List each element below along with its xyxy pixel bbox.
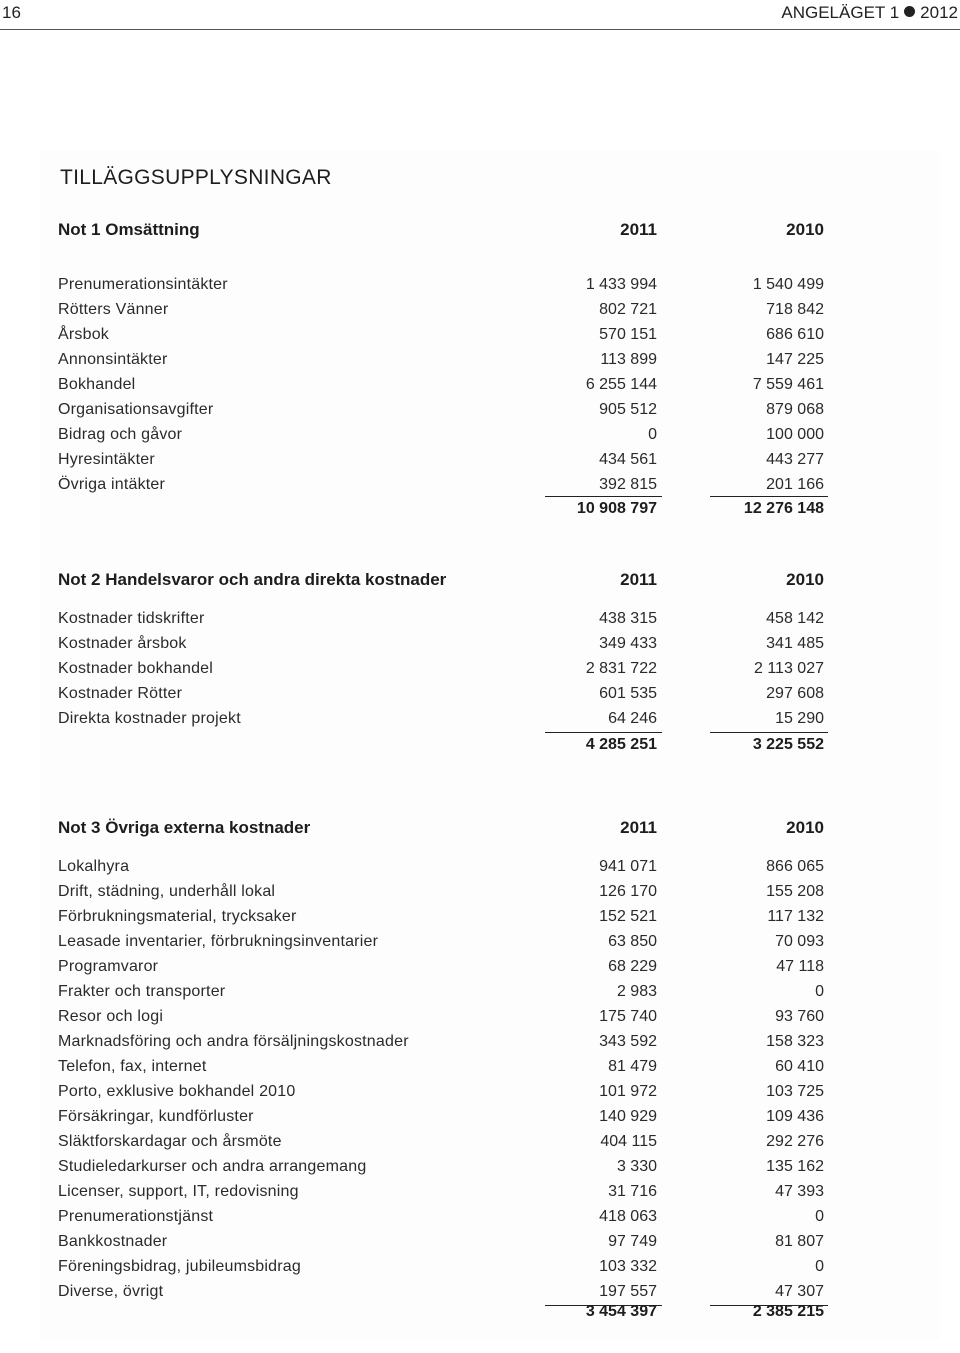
value-2010: 686 610 [766, 326, 824, 343]
table-row [0, 1233, 960, 1258]
value-2010: 0 [815, 1258, 824, 1275]
total-rule-2010 [710, 496, 828, 497]
row-label: Bidrag och gåvor [58, 426, 183, 443]
table-row [0, 635, 960, 660]
value-2010: 0 [815, 1208, 824, 1225]
row-label: Föreningsbidrag, jubileumsbidrag [58, 1258, 301, 1275]
note-title: Not 1 Omsättning [58, 220, 200, 239]
value-2010: 147 225 [766, 351, 824, 368]
row-label: Hyresintäkter [58, 451, 155, 468]
row-label: Bankkostnader [58, 1233, 168, 1250]
row-label: Licenser, support, IT, redovisning [58, 1183, 299, 1200]
value-2010: 135 162 [766, 1158, 824, 1175]
row-label: Släktforskardagar och årsmöte [58, 1133, 282, 1150]
note-header [0, 220, 960, 246]
row-label: Bokhandel [58, 376, 136, 393]
note-title: Not 2 Handelsvaror och andra direkta kostnader [58, 570, 447, 589]
note-rows [0, 610, 960, 735]
row-label: Leasade inventarier, förbrukningsinventarier [58, 933, 379, 950]
row-label: Annonsintäkter [58, 351, 168, 368]
value-2011: 31 716 [608, 1183, 657, 1200]
value-2011: 126 170 [599, 883, 657, 900]
note-rows [0, 276, 960, 501]
table-row [0, 1183, 960, 1208]
row-label: Förbrukningsmaterial, trycksaker [58, 908, 297, 925]
row-label: Organisationsavgifter [58, 401, 214, 418]
value-2011: 802 721 [599, 301, 657, 318]
value-2011: 175 740 [599, 1008, 657, 1025]
value-2010: 93 760 [775, 1008, 824, 1025]
value-2011: 1 433 994 [585, 276, 657, 293]
journal-title: ANGELÄGET 1 [781, 3, 900, 22]
table-row [0, 983, 960, 1008]
value-2011: 941 071 [599, 858, 657, 875]
total-rule-2010 [710, 732, 828, 733]
value-2010: 15 290 [775, 710, 824, 727]
table-row [0, 1258, 960, 1283]
value-2010: 109 436 [766, 1108, 824, 1125]
table-row [0, 376, 960, 401]
row-label: Marknadsföring och andra försäljningskostnader [58, 1033, 409, 1050]
total-2011: 4 285 251 [585, 736, 657, 753]
value-2010: 866 065 [766, 858, 824, 875]
table-row [0, 426, 960, 451]
section-title: TILLÄGGSUPPLYSNINGAR [60, 166, 332, 189]
journal-issue [781, 3, 958, 23]
total-row [0, 500, 960, 524]
value-2011: 3 330 [616, 1158, 657, 1175]
row-label: Kostnader tidskrifter [58, 610, 205, 627]
total-2010: 3 225 552 [752, 736, 824, 753]
total-rule-2011 [545, 732, 662, 733]
value-2010: 158 323 [766, 1033, 824, 1050]
table-row [0, 1033, 960, 1058]
total-2010: 12 276 148 [743, 500, 824, 517]
value-2011: 438 315 [599, 610, 657, 627]
total-rule-2011 [545, 496, 662, 497]
table-row [0, 351, 960, 376]
note-title: Not 3 Övriga externa kostnader [58, 818, 311, 837]
value-2011: 392 815 [599, 476, 657, 493]
value-2011: 152 521 [599, 908, 657, 925]
table-row [0, 883, 960, 908]
filled-circle-icon [904, 6, 915, 17]
row-label: Lokalhyra [58, 858, 130, 875]
value-2010: 47 118 [776, 958, 824, 975]
value-2011: 349 433 [599, 635, 657, 652]
total-row [0, 1303, 960, 1327]
row-label: Frakter och transporter [58, 983, 226, 1000]
row-label: Diverse, övrigt [58, 1283, 164, 1300]
total-2011: 3 454 397 [585, 1303, 657, 1320]
page-number: 16 [2, 3, 21, 22]
value-2010: 117 132 [767, 908, 824, 925]
table-row [0, 958, 960, 983]
value-2011: 434 561 [599, 451, 657, 468]
row-label: Årsbok [58, 326, 109, 343]
year-2011-header: 2011 [620, 818, 657, 837]
table-row [0, 451, 960, 476]
value-2011: 64 246 [608, 710, 657, 727]
value-2010: 155 208 [766, 883, 824, 900]
table-row [0, 610, 960, 635]
table-row [0, 401, 960, 426]
value-2011: 905 512 [599, 401, 657, 418]
value-2010: 47 307 [775, 1283, 824, 1300]
table-row [0, 1008, 960, 1033]
value-2011: 601 535 [599, 685, 657, 702]
row-label: Övriga intäkter [58, 476, 166, 493]
value-2011: 197 557 [599, 1283, 657, 1300]
value-2010: 47 393 [775, 1183, 824, 1200]
value-2010: 7 559 461 [752, 376, 824, 393]
row-label: Rötters Vänner [58, 301, 169, 318]
table-row [0, 660, 960, 685]
year-2011-header: 2011 [620, 220, 657, 239]
value-2011: 81 479 [608, 1058, 657, 1075]
value-2011: 140 929 [599, 1108, 657, 1125]
table-row [0, 1208, 960, 1233]
value-2010: 718 842 [766, 301, 824, 318]
table-row [0, 933, 960, 958]
year-2011-header: 2011 [620, 570, 657, 589]
value-2011: 68 229 [608, 958, 657, 975]
value-2010: 443 277 [766, 451, 824, 468]
year-2010-header: 2010 [786, 818, 824, 837]
value-2011: 2 983 [616, 983, 657, 1000]
table-row [0, 1108, 960, 1133]
table-row [0, 301, 960, 326]
value-2010: 879 068 [766, 401, 824, 418]
value-2010: 103 725 [766, 1083, 824, 1100]
table-row [0, 476, 960, 501]
total-row [0, 736, 960, 760]
row-label: Prenumerationstjänst [58, 1208, 214, 1225]
running-header [0, 0, 960, 30]
table-row [0, 276, 960, 301]
row-label: Porto, exklusive bokhandel 2010 [58, 1083, 296, 1100]
value-2010: 201 166 [766, 476, 824, 493]
row-label: Telefon, fax, internet [58, 1058, 207, 1075]
total-2011: 10 908 797 [576, 500, 657, 517]
table-row [0, 1158, 960, 1183]
table-row [0, 685, 960, 710]
table-row [0, 1058, 960, 1083]
value-2010: 81 807 [775, 1233, 824, 1250]
journal-year: 2012 [920, 3, 958, 22]
row-label: Resor och logi [58, 1008, 164, 1025]
value-2011: 101 972 [599, 1083, 657, 1100]
table-row [0, 908, 960, 933]
value-2011: 113 899 [600, 351, 657, 368]
row-label: Försäkringar, kundförluster [58, 1108, 254, 1125]
value-2010: 292 276 [766, 1133, 824, 1150]
note-header [0, 818, 960, 844]
year-2010-header: 2010 [786, 220, 824, 239]
value-2010: 60 410 [775, 1058, 824, 1075]
note-rows [0, 858, 960, 1308]
value-2011: 63 850 [608, 933, 657, 950]
table-row [0, 858, 960, 883]
row-label: Direkta kostnader projekt [58, 710, 241, 727]
value-2010: 297 608 [766, 685, 824, 702]
value-2011: 404 115 [600, 1133, 657, 1150]
value-2010: 2 113 027 [754, 660, 824, 677]
row-label: Studieledarkurser och andra arrangemang [58, 1158, 367, 1175]
table-row [0, 326, 960, 351]
table-row [0, 1133, 960, 1158]
row-label: Kostnader bokhandel [58, 660, 214, 677]
value-2011: 570 151 [599, 326, 657, 343]
note-header [0, 570, 960, 596]
value-2011: 103 332 [599, 1258, 657, 1275]
value-2011: 418 063 [599, 1208, 657, 1225]
value-2011: 0 [648, 426, 657, 443]
value-2011: 97 749 [608, 1233, 657, 1250]
row-label: Prenumerationsintäkter [58, 276, 228, 293]
value-2010: 100 000 [766, 426, 824, 443]
value-2010: 70 093 [775, 933, 824, 950]
value-2010: 1 540 499 [752, 276, 824, 293]
total-2010: 2 385 215 [752, 1303, 824, 1320]
year-2010-header: 2010 [786, 570, 824, 589]
row-label: Programvaror [58, 958, 159, 975]
row-label: Kostnader Rötter [58, 685, 183, 702]
value-2010: 341 485 [766, 635, 824, 652]
row-label: Kostnader årsbok [58, 635, 187, 652]
value-2010: 458 142 [766, 610, 824, 627]
value-2010: 0 [815, 983, 824, 1000]
table-row [0, 1083, 960, 1108]
value-2011: 343 592 [599, 1033, 657, 1050]
row-label: Drift, städning, underhåll lokal [58, 883, 276, 900]
value-2011: 2 831 722 [585, 660, 657, 677]
value-2011: 6 255 144 [585, 376, 657, 393]
